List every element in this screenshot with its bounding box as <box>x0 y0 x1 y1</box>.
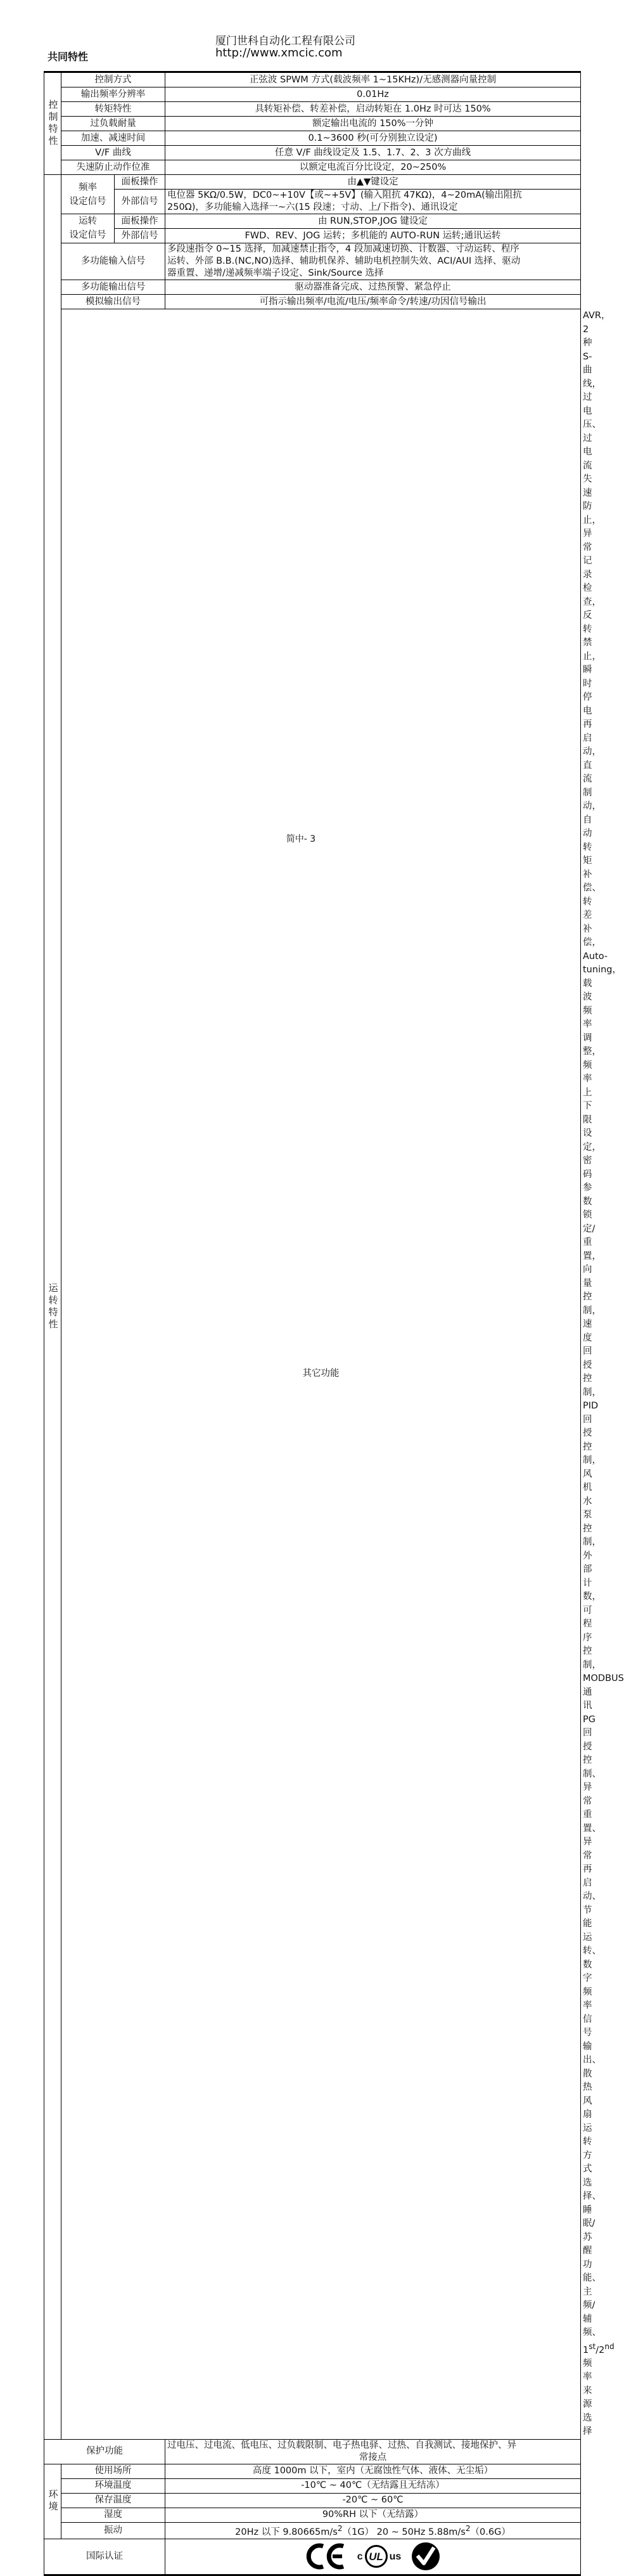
table-row <box>44 280 581 295</box>
freq-label-line: 设定信号 <box>69 196 106 207</box>
sub-label: 外部信号 <box>115 190 165 214</box>
row-value: 0.01Hz <box>165 87 581 102</box>
row-value: 额定输出电流的 150%一分钟 <box>165 117 581 131</box>
row-label: 多功能输入信号 <box>61 243 165 280</box>
table-row: 其它功能 AVR，2 种 S-曲线，过电压、过电流失速防止，异常记录检查，反转禁止，瞬时停电再 启动，直流制动，自动转矩补偿、转差补偿，Auto-tuning，载波频率调整，频率上下 限设定，密码参数锁定/重置，向量控制，速度回授控制，PID 回授控制，风机水泵控 制，外部计数，可程序控制，MODBUS 通讯 PG 回授控制、异常重置、异常再启动、 节能运转、数字频率信号输出、散热风扇运转方式选择、睡眠/苏醒功能、主频/辅频、 1st/2nd 频率来源选择 <box>44 309 581 2440</box>
table-row <box>44 229 581 243</box>
group-label-control: 控制特性 <box>44 72 61 175</box>
row-value: 0.1~3600 秒(可分别独立设定) <box>165 131 581 146</box>
value-line: 250Ω)，多功能输入选择一~六(15 段速；寸动、上/下指令)、通讯设定 <box>167 202 458 212</box>
ul-listed-mark-icon <box>357 2545 402 2568</box>
row-value: 以额定电流百分比设定，20~250% <box>165 160 581 175</box>
text-part: 1 <box>583 2345 589 2355</box>
table-row <box>44 2439 581 2464</box>
value-line: 过电压、过电流、低电压、过负载限制、电子热电驿、过热、自我测试、接地保护、异 <box>167 2440 516 2450</box>
table-row <box>44 2539 581 2575</box>
row-value: 驱动器准备完成、过热预警、紧急停止 <box>165 280 581 295</box>
company-url[interactable]: http://www.xmcic.com <box>215 46 343 60</box>
text-part: 频率来源选择 <box>583 2358 592 2437</box>
row-label: V/F 曲线 <box>61 146 165 160</box>
table-row <box>44 2478 581 2493</box>
freq-setting-label <box>61 175 115 214</box>
table-row <box>44 190 581 214</box>
page-number: 简中- 3 <box>286 834 316 844</box>
table-row <box>44 175 581 190</box>
spec-table <box>44 71 624 2576</box>
superscript: st <box>589 2341 596 2351</box>
row-label: 使用场所 <box>61 2464 165 2478</box>
row-value: 90%RH 以下（无结露） <box>165 2508 581 2522</box>
sub-label: 外部信号 <box>115 229 165 243</box>
ul-c-label: c <box>357 2551 363 2562</box>
row-value <box>165 2439 581 2464</box>
value-line: 器重置、递增/递减频率端子设定、Sink/Source 选择 <box>167 268 384 278</box>
table-row <box>44 160 581 175</box>
row-value: FWD、REV、JOG 运转；多机能的 AUTO-RUN 运转;通讯运转 <box>165 229 581 243</box>
row-value: -20℃ ~ 60℃ <box>165 2493 581 2508</box>
table-row <box>44 117 581 131</box>
group-label-operation: 运转特性 <box>44 175 61 2440</box>
row-label: 转矩特性 <box>61 102 165 117</box>
text-part: （0.6G） <box>470 2527 511 2537</box>
run-label-line: 运转 <box>61 214 115 229</box>
row-value <box>165 243 581 280</box>
value-line: 电位器 5KΩ/0.5W，DC0~+10V【或~+5V】(输入阻抗 47KΩ)，4~20mA(输出阻抗 <box>167 190 522 200</box>
table-row <box>44 72 581 87</box>
value-line: 运转、外部 B.B.(NC,NO)选择、辅助机保养、辅助电机控制失效、ACI/AUI 选择、驱动 <box>167 256 521 266</box>
freq-label-line: 频率 <box>79 182 97 193</box>
row-value: 具转矩补偿、转差补偿，启动转矩在 1.0Hz 时可达 150% <box>165 102 581 117</box>
group-label-environment: 环境 <box>44 2464 61 2539</box>
row-label: 环境温度 <box>61 2478 165 2493</box>
run-label-line: 设定信号 <box>61 229 115 243</box>
row-label: 保存温度 <box>61 2493 165 2508</box>
table-row <box>44 131 581 146</box>
table-row <box>44 2508 581 2522</box>
value-line: 常接点 <box>359 2452 387 2463</box>
row-label: 输出频率分辨率 <box>61 87 165 102</box>
table-row <box>44 214 581 229</box>
ul-us-label: us <box>389 2551 402 2562</box>
row-label: 过负载耐量 <box>61 117 165 131</box>
cert-logos <box>165 2539 581 2575</box>
superscript: 2 <box>465 2523 471 2533</box>
table-row <box>44 243 581 280</box>
row-label: 国际认证 <box>44 2539 165 2575</box>
row-label: 加速、减速时间 <box>61 131 165 146</box>
ce-mark-icon <box>305 2542 347 2570</box>
company-name: 厦门世科自动化工程有限公司 <box>215 35 355 48</box>
table-row <box>44 87 581 102</box>
row-label: 失速防止动作位准 <box>61 160 165 175</box>
row-label: 多功能输出信号 <box>61 280 165 295</box>
table-row <box>44 2522 581 2539</box>
row-value <box>165 2522 581 2539</box>
superscript: nd <box>604 2341 614 2351</box>
table-row <box>44 146 581 160</box>
row-label: 湿度 <box>61 2508 165 2522</box>
row-value: 任意 V/F 曲线设定及 1.5、1.7、2、3 次方曲线 <box>165 146 581 160</box>
sub-label: 面板操作 <box>115 175 165 190</box>
sub-label: 面板操作 <box>115 214 165 229</box>
row-label: 其它功能 <box>61 309 581 2440</box>
row-value <box>165 190 581 214</box>
ul-circle-label: UL <box>365 2545 388 2568</box>
superscript: 2 <box>337 2523 343 2533</box>
row-label: 振动 <box>61 2522 165 2539</box>
row-value: 由 RUN,STOP,JOG 键设定 <box>165 214 581 229</box>
row-value: 正弦波 SPWM 方式(载波频率 1~15KHz)/无感测器向量控制 <box>165 72 581 87</box>
row-value: -10℃ ~ 40℃（无结露且无结冻） <box>165 2478 581 2493</box>
table-row <box>44 295 581 309</box>
c-tick-mark-icon <box>411 2542 440 2571</box>
text-part: 20Hz 以下 9.80665m/s <box>235 2527 338 2537</box>
table-row <box>44 2464 581 2478</box>
cert-logo-group <box>167 2542 578 2571</box>
row-label: 保护功能 <box>44 2439 165 2464</box>
row-label: 控制方式 <box>61 72 165 87</box>
value-line: 多段速指令 0~15 选择，加减速禁止指令，4 段加减速切换、计数器、寸动运转、程序 <box>167 244 519 254</box>
row-value: 由▲▼键设定 <box>165 175 581 190</box>
row-value: 高度 1000m 以下，室内（无腐蚀性气体、液体、无尘垢） <box>165 2464 581 2478</box>
section-title: 共同特性 <box>48 51 89 63</box>
table-row <box>44 102 581 117</box>
text-part: （1G） 20 ~ 50Hz 5.88m/s <box>342 2527 466 2537</box>
text-part: /2 <box>595 2345 605 2355</box>
row-value: 可指示输出频率/电流/电压/频率命令/转速/功因信号输出 <box>165 295 581 309</box>
table-row <box>44 2493 581 2508</box>
row-label: 模拟输出信号 <box>61 295 165 309</box>
